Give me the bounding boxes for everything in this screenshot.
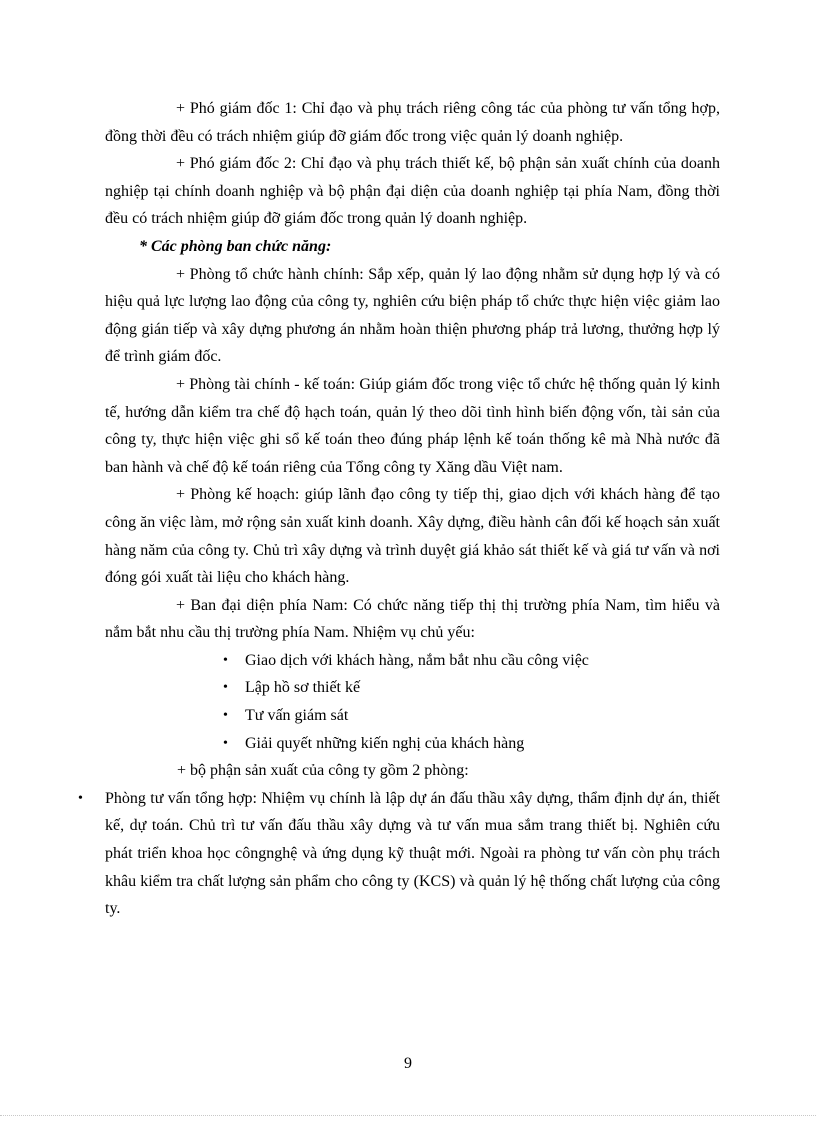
paragraph-southern-office: + Ban đại diện phía Nam: Có chức năng tiếp thị thị trường phía Nam, tìm hiểu và nắm bắt nhu cầu thị trường phía Nam. Nhiệm vụ chủ yếu: [105,596,720,642]
bullet-icon: • [223,708,228,724]
bullet-icon: • [78,790,83,806]
page-bottom-divider [0,1115,816,1116]
bullet-icon: • [223,735,228,751]
page-body [78,95,720,923]
list-item [223,702,720,730]
list-item-text: Giải quyết những kiến nghị của khách hàng [245,734,525,752]
task-list [105,647,720,757]
paragraph-deputy-director-2: + Phó giám đốc 2: Chỉ đạo và phụ trách thiết kế, bộ phận sản xuất chính của doanh nghiệp tại chính doanh nghiệp và bộ phận đại diện của doanh nghiệp tại phía Nam, đồng thời đều có trách nhiệm giúp đỡ giám đốc trong quản lý doanh nghiệp. [105,155,720,228]
list-item-text: Lập hồ sơ thiết kế [245,679,361,697]
section-heading-functional-departments: * Các phòng ban chức năng: [139,237,332,255]
bullet-icon: • [223,652,228,668]
production-units-intro: + bộ phận sản xuất của công ty gồm 2 phòng: [177,762,469,780]
paragraph-admin-department: + Phòng tổ chức hành chính: Sắp xếp, quản lý lao động nhằm sử dụng hợp lý và có hiệu quả lực lượng lao động của công ty, nghiên cứu biện pháp tổ chức thực hiện việc giảm lao động gián tiếp và xây dựng phương án nhằm hoàn thiện phương pháp trả lương, thưởng hợp lý để trình giám đốc. [105,265,720,366]
consulting-department-text: Phòng tư vấn tổng hợp: Nhiệm vụ chính là lập dự án đấu thầu xây dựng, thẩm định dự án, thiết kế, dự toán. Chủ trì tư vấn đấu thầu xây dựng và tư vấn mua sắm trang thiết bị. Nghiên cứu phát triển khoa học côngnghệ và ứng dụng kỹ thuật mới. Ngoài ra phòng tư vấn còn phụ trách khâu kiểm tra chất lượng sản phẩm cho công ty (KCS) và quản lý hệ thống chất lượng của công ty. [105,789,720,918]
list-item [223,647,720,675]
paragraph-finance-department: + Phòng tài chính - kế toán: Giúp giám đốc trong việc tổ chức hệ thống quản lý kinh tế, hướng dẫn kiểm tra chế độ hạch toán, quản lý theo dõi tình hình biến động vốn, tài sản của công ty, thực hiện việc ghi sổ kế toán theo đúng pháp lệnh kế toán thống kê mà Nhà nước đã ban hành và chế độ kế toán riêng của Tổng công ty Xăng dầu Việt nam. [105,375,720,476]
page-number: 9 [404,1055,412,1072]
paragraph-planning-department: + Phòng kế hoạch: giúp lãnh đạo công ty tiếp thị, giao dịch với khách hàng để tạo công ăn việc làm, mở rộng sản xuất kinh doanh. Xây dựng, điều hành cân đối kế hoạch sản xuất hàng năm của công ty. Chủ trì xây dựng và trình duyệt giá khảo sát thiết kế và giá tư vấn và nơi đóng gói xuất tài liệu cho khách hàng. [105,486,720,587]
paragraph-deputy-director-1: + Phó giám đốc 1: Chỉ đạo và phụ trách riêng công tác của phòng tư vấn tổng hợp, đồng thời đều có trách nhiệm giúp đỡ giám đốc trong việc quản lý doanh nghiệp. [105,100,720,145]
bullet-icon: • [223,680,228,696]
list-item-text: Giao dịch với khách hàng, nắm bắt nhu cầu công việc [245,651,589,669]
list-item-text: Tư vấn giám sát [245,707,349,725]
list-item [223,674,720,702]
consulting-department-item [78,785,720,923]
list-item [223,730,720,758]
